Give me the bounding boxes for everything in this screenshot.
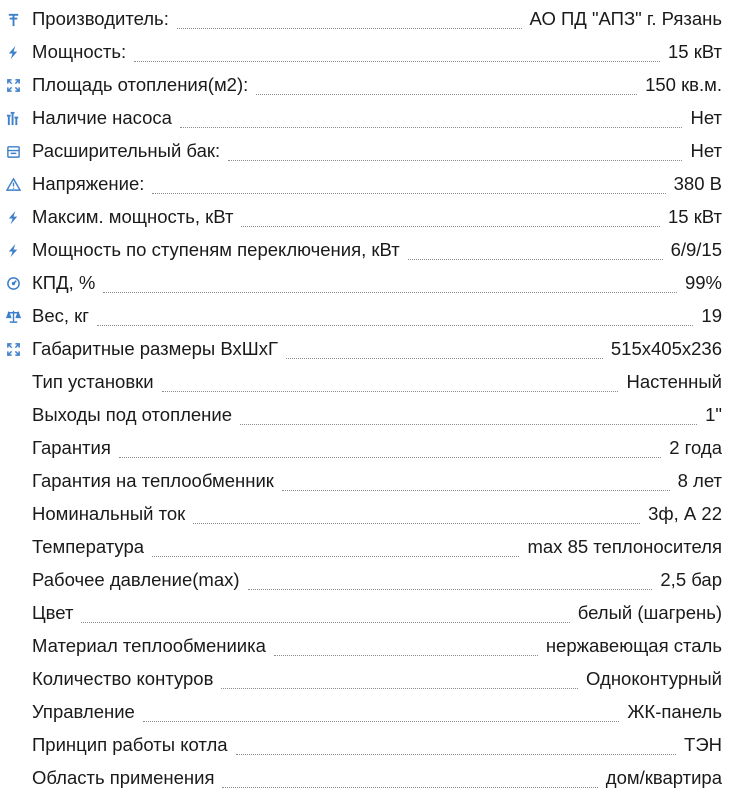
spec-label: Расширительный бак: [32,140,221,162]
icon-placeholder [6,538,32,558]
icon-placeholder [6,736,32,756]
spec-row [0,564,730,597]
spec-label: Температура [32,536,145,558]
spec-label: Вес, кг [32,305,89,327]
spec-label: Количество контуров [32,668,214,690]
expand-icon [6,340,32,360]
dotted-leader [221,688,578,689]
icon-placeholder [6,604,32,624]
dotted-leader [241,226,660,227]
dotted-leader [152,556,519,557]
spec-label: Номинальный ток [32,503,186,525]
spec-row [0,696,730,729]
spec-label: Мощность по ступеням переключения, кВт [32,239,400,261]
icon-placeholder [6,406,32,426]
spec-row [0,69,730,102]
dotted-leader [222,787,597,788]
spec-value: 15 кВт [667,206,722,228]
warning-icon [6,175,32,195]
spec-label: Гарантия на теплообменник [32,470,274,492]
dotted-leader [282,490,670,491]
spec-row [0,531,730,564]
spec-value: ТЭН [684,734,722,756]
spec-row [0,36,730,69]
spec-label: Рабочее давление(max) [32,569,240,591]
spec-label: Производитель: [32,8,169,30]
spec-row [0,300,730,333]
spec-value: белый (шагрень) [577,602,722,624]
spec-row [0,399,730,432]
dotted-leader [143,721,620,722]
icon-placeholder [6,769,32,789]
icon-placeholder [6,439,32,459]
spec-label: Площадь отопления(м2): [32,74,249,96]
spec-row [0,3,730,36]
spec-row [0,135,730,168]
spec-label: Тип установки [32,371,154,393]
dotted-leader [274,655,538,656]
spec-value: 2,5 бар [660,569,722,591]
spec-row [0,465,730,498]
spec-label: Цвет [32,602,74,624]
dotted-leader [256,94,637,95]
dotted-leader [286,358,603,359]
icon-placeholder [6,637,32,657]
lightning-icon [6,208,32,228]
dotted-leader [180,127,683,128]
icon-placeholder [6,373,32,393]
spec-value: 515x405x236 [610,338,722,360]
spec-value: 2 года [669,437,722,459]
spec-value: АО ПД "АПЗ" г. Рязань [529,8,722,30]
spec-label: Выходы под отопление [32,404,233,426]
gauge-icon [6,274,32,294]
spec-label: Мощность: [32,41,127,63]
spec-value: max 85 теплоносителя [527,536,722,558]
spec-row [0,630,730,663]
dotted-leader [97,325,693,326]
dotted-leader [193,523,640,524]
spec-value: ЖК-панель [627,701,722,723]
icon-placeholder [6,571,32,591]
spec-label: Габаритные размеры ВхШхГ [32,338,278,360]
dotted-leader [236,754,677,755]
icon-placeholder [6,670,32,690]
spec-value: 8 лет [677,470,722,492]
spec-value: Одноконтурный [586,668,722,690]
spec-row [0,498,730,531]
spec-value: Настенный [626,371,722,393]
lightning-icon [6,43,32,63]
dotted-leader [408,259,663,260]
spec-row [0,234,730,267]
equalizer-icon [6,109,32,129]
spec-row [0,366,730,399]
dotted-leader [119,457,661,458]
icon-placeholder [6,703,32,723]
spec-row [0,201,730,234]
spec-row [0,267,730,300]
dotted-leader [177,28,522,29]
spec-label: КПД, % [32,272,96,294]
spec-label: Область применения [32,767,215,789]
spec-value: 99% [684,272,722,294]
spec-label: Наличие насоса [32,107,172,129]
spec-row [0,432,730,465]
spec-value: 19 [701,305,722,327]
dotted-leader [240,424,697,425]
icon-placeholder [6,472,32,492]
spec-label: Максим. мощность, кВт [32,206,234,228]
spec-value: 15 кВт [667,41,722,63]
spec-row [0,663,730,696]
spec-value: 1" [705,404,722,426]
lightning-icon [6,241,32,261]
spec-row [0,729,730,762]
spec-value: Нет [690,107,722,129]
expand-icon [6,76,32,96]
spec-row [0,102,730,135]
factory-icon [6,10,32,30]
spec-row [0,333,730,366]
spec-row [0,762,730,795]
dotted-leader [248,589,653,590]
dotted-leader [228,160,682,161]
spec-label: Принцип работы котла [32,734,228,756]
spec-value: 380 В [673,173,722,195]
dotted-leader [152,193,665,194]
spec-row [0,597,730,630]
spec-row [0,168,730,201]
spec-value: 150 кв.м. [645,74,722,96]
spec-label: Материал теплообмениика [32,635,266,657]
spec-value: дом/квартира [605,767,722,789]
dotted-leader [103,292,677,293]
dotted-leader [134,61,660,62]
spec-value: нержавеющая сталь [545,635,722,657]
spec-value: 6/9/15 [670,239,722,261]
icon-placeholder [6,505,32,525]
spec-label: Гарантия [32,437,111,459]
spec-label: Управление [32,701,135,723]
spec-value: 3ф, А 22 [648,503,722,525]
spec-value: Нет [690,140,722,162]
spec-label: Напряжение: [32,173,145,195]
scales-icon [6,307,32,327]
tank-icon [6,142,32,162]
dotted-leader [81,622,569,623]
dotted-leader [162,391,619,392]
